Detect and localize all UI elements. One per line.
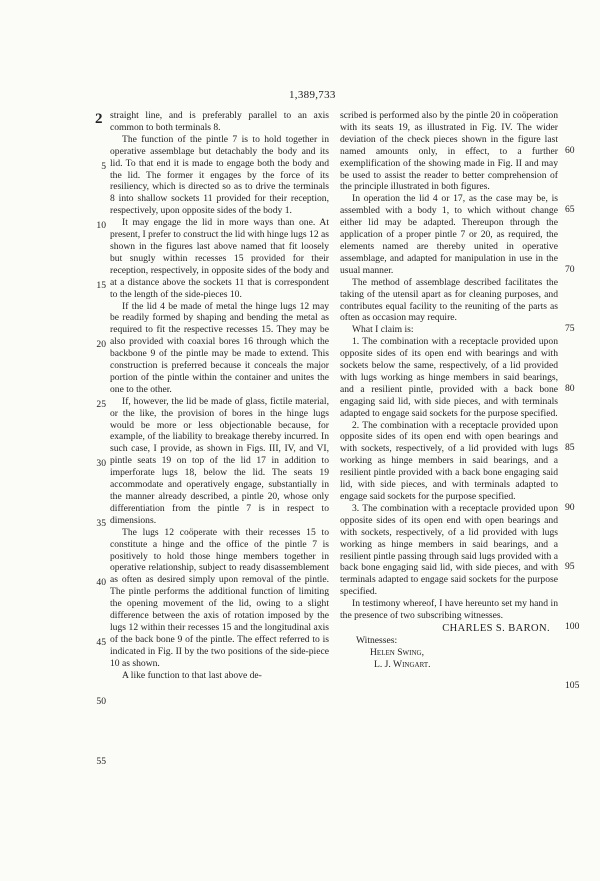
- claim: 2. The combination with a receptacle provided upon opposite sides of its open end with open bearings and with sockets, respectively, of a lid provided with lugs working as hinge members in said bearings, and a resilient pintle provided with a back bone engaging said lid, with side pieces, and with terminals adapted to engage said sockets for the purpose specified.: [340, 419, 558, 502]
- paragraph: The method of assemblage described facilitates the taking of the utensil apart as for cleaning purposes, and contributes equal facility to the reuniting of the parts as often as occasion may require.: [340, 276, 558, 324]
- line-number: 105: [565, 680, 580, 691]
- line-number: 70: [565, 264, 575, 275]
- left-column: [110, 110, 329, 682]
- paragraph: The lugs 12 coöperate with their recesses 15 to constitute a hinge and the office of the pintle 7 is positively to hold those hinge members together in operative relationship, subject to ready disassemblement as often as desired simply upon removal of the pintle. The pintle performs the additional function of limiting the opening movement of the lid, owing to a slight difference between the axis of rotation imposed by the lugs 12 within their recesses 15 and the longitudinal axis of the back bone 9 of the pintle. The effect referred to is indicated in Fig. II by the two positions of the side-piece 10 as shown.: [110, 526, 329, 669]
- paragraph: If, however, the lid be made of glass, fictile material, or the like, the provision of bores in the hinge lugs would be more or less objectionable because, for example, of the liability to breakage thereby incurred. In such case, I provide, as shown in Figs. III, IV, and VI, pintle seats 19 on top of the lid 17 in addition to imperforate lugs 18, below the lid. The seats 19 accommodate and operatively engage, substantially in the manner already described, a pintle 20, whose only differentiation from the pintle 7 is in respect to dimensions.: [110, 395, 329, 526]
- line-number: 55: [96, 756, 106, 767]
- paragraph: A like function to that last above de-: [122, 669, 262, 681]
- paragraph: The function of the pintle 7 is to hold together in operative assemblage but detachably the body and its lid. To that end it is made to engage both the body and the lid. The former it engages by the force of its resiliency, which is directed so as to drive the terminals 8 into shallow sockets 11 provided for their reception, respectively, upon opposite sides of the body 1.: [110, 133, 329, 217]
- line-number: 5: [101, 161, 106, 172]
- line-number: 30: [96, 458, 106, 469]
- line-number: 60: [565, 145, 575, 156]
- claim: 3. The combination with a receptacle provided upon opposite sides of its open end with open bearings and with sockets, respectively, of a lid provided with lugs working as hinge members in said bearings, and a resilient pintle passing through said lugs provided with a back bone engaging said lid, with side pieces, and with terminals adapted to engage said sockets for the purpose specified.: [340, 502, 558, 598]
- page-number: 2: [95, 111, 103, 127]
- patent-number: 1,389,733: [289, 89, 336, 101]
- line-number: 15: [96, 280, 106, 291]
- line-number: 100: [565, 621, 580, 632]
- line-number: 95: [565, 561, 575, 572]
- line-number: 80: [565, 383, 575, 394]
- witness-name: L. J. Wingart.: [374, 658, 431, 670]
- line-number: 75: [565, 323, 575, 334]
- line-number: 20: [96, 339, 106, 350]
- paragraph: scribed is performed also by the pintle 20 in coöperation with its seats 19, as illustrated in Fig. IV. The wider deviation of the check pieces shown in the figure last named amounts only, in effect, to a further exemplification of the showing made in Fig. II and may be used to assist the reader to better comprehension of the principle illustrated in both figures.: [340, 110, 558, 193]
- right-column: [340, 110, 558, 671]
- line-number: 35: [96, 518, 106, 529]
- witness-name: Helen Swing,: [370, 646, 424, 658]
- paragraph: If the lid 4 be made of metal the hinge lugs 12 may be readily formed by shaping and bending the metal as required to fit the respective recesses 15. They may be also provided with coaxial bores 16 through which the backbone 9 of the pintle may be made to extend. This construction is preferred because it conceals the major portion of the pintle within the container and unites the one to the other.: [110, 300, 329, 395]
- testimony: In testimony whereof, I have hereunto set my hand in the presence of two subscribing witnesses.: [340, 598, 558, 622]
- line-number: 25: [96, 399, 106, 410]
- line-number: 50: [96, 696, 106, 707]
- line-number: 85: [565, 442, 575, 453]
- inventor-signature: CHARLES S. BARON.: [442, 622, 550, 634]
- paragraph: straight line, and is preferably parallel to an axis common to both terminals 8.: [110, 110, 329, 133]
- paragraph: In operation the lid 4 or 17, as the case may be, is assembled with a body 1, to which without change either lid may be adapted. Thereupon through the application of a proper pintle 7 or 20, as required, the elements named are thereby united in operative assemblage, and adapted for manipulation in use in the usual manner.: [340, 193, 558, 276]
- line-number: 45: [96, 637, 106, 648]
- witnesses-label: Witnesses:: [356, 634, 398, 646]
- line-number: 40: [96, 577, 106, 588]
- line-number: 90: [565, 502, 575, 513]
- line-number: 10: [96, 220, 106, 231]
- claims-heading: What I claim is:: [352, 324, 414, 336]
- claim: 1. The combination with a receptacle provided upon opposite sides of its open end with bearings and with sockets below the same, respectively, of a lid provided with lugs working as hinge members in said bearings, and a resilient pintle, provided with a back bone engaging said lid, with side pieces, and with terminals adapted to engage said sockets for the purpose specified.: [340, 336, 558, 419]
- line-number: 65: [565, 204, 575, 215]
- paragraph: It may engage the lid in more ways than one. At present, I prefer to construct the lid with hinge lugs 12 as shown in the figures last above named that fit loosely but snugly within recesses 15 provided for their reception, respectively, in opposite sides of the body and at a distance above the sockets 11 that is correspondent to the length of the side-pieces 10.: [110, 217, 330, 300]
